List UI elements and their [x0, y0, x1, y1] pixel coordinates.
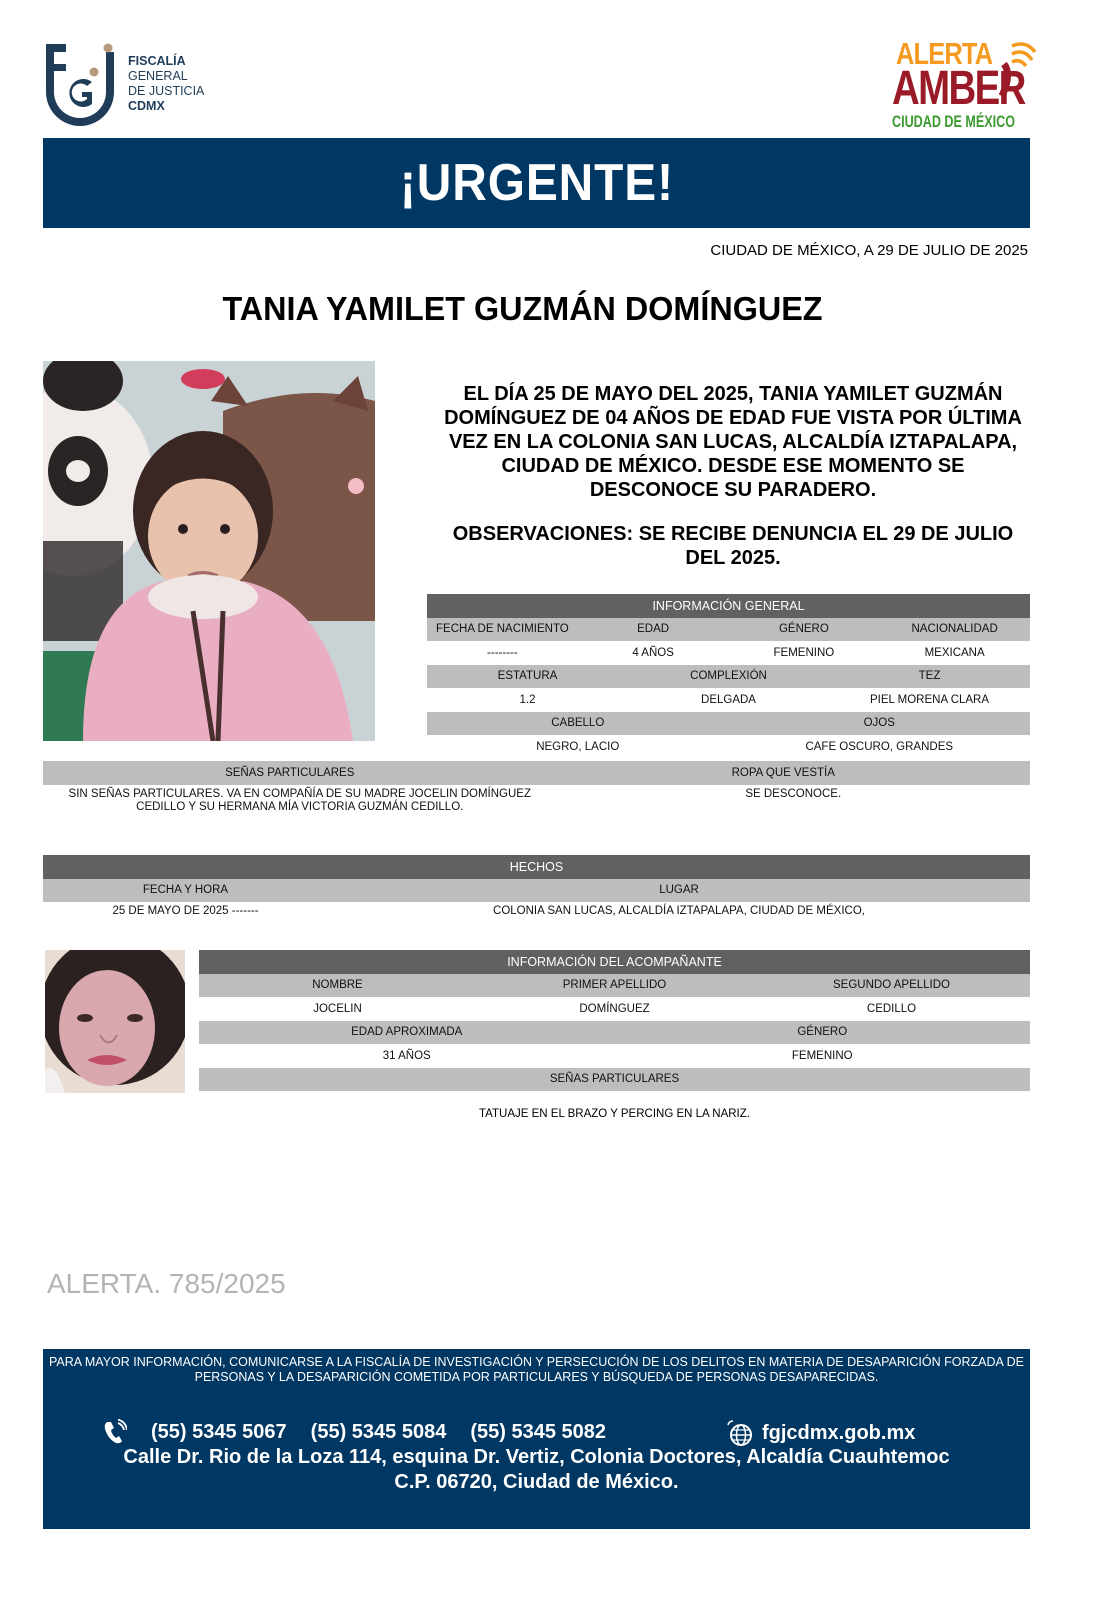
header-companion-gender: GÉNERO: [797, 1026, 848, 1039]
table-row: [43, 785, 1030, 814]
header-place: LUGAR: [659, 884, 699, 897]
table-row: [427, 641, 1030, 665]
urgent-text: ¡URGENTE!: [399, 154, 674, 212]
table-row: [43, 902, 1030, 920]
table-row: [427, 618, 1030, 642]
value-gender: FEMENINO: [773, 646, 835, 659]
table-row: [427, 688, 1030, 712]
table-row: [427, 735, 1030, 759]
amber-amber-text: AMBER: [892, 62, 1025, 115]
value-build: DELGADA: [701, 693, 756, 706]
header-second-surname: SEGUNDO APELLIDO: [833, 979, 950, 992]
case-description: EL DÍA 25 DE MAYO DEL 2025, TANIA YAMILET GUZMÁN DOMÍNGUEZ DE 04 AÑOS DE EDAD FUE VISTA POR ÚLTIMA VEZ EN LA COLONIA SAN LUCAS, ALCALDÍA IZTAPALAPA, CIUDAD DE MÉXICO. DESDE ESE MOMENTO SE DESCONOCE SU PARADERO.: [444, 383, 1022, 501]
header-hair: CABELLO: [551, 717, 605, 730]
header-age: EDAD: [637, 623, 670, 636]
facts-title-text: HECHOS: [509, 859, 564, 874]
header-approx-age: EDAD APROXIMADA: [351, 1026, 463, 1039]
header-gender: GÉNERO: [778, 623, 829, 636]
date-line: CIUDAD DE MÉXICO, A 29 DE JULIO DE 2025: [710, 242, 1028, 259]
header-eyes: OJOS: [863, 717, 895, 730]
value-second-surname: CEDILLO: [866, 1002, 917, 1015]
value-clothing: SE DESCONOCE.: [745, 787, 842, 800]
general-info-title-text: INFORMACIÓN GENERAL: [652, 598, 805, 613]
companion-title-text: INFORMACIÓN DEL ACOMPAÑANTE: [507, 954, 722, 969]
value-place: COLONIA SAN LUCAS, ALCALDÍA IZTAPALAPA, CIUDAD DE MÉXICO,: [493, 905, 865, 917]
value-skin: PIEL MORENA CLARA: [869, 693, 990, 706]
phone-list: [103, 1419, 606, 1445]
fgj-line1: FISCALÍA: [128, 54, 186, 68]
table-row: [427, 665, 1030, 689]
website-link[interactable]: [726, 1419, 915, 1447]
value-companion-gender: FEMENINO: [791, 1049, 853, 1062]
value-marks: SIN SEÑAS PARTICULARES. VA EN COMPAÑÍA DE SU MADRE JOCELIN DOMÍNGUEZ CEDILLO Y SU HERMANA MÍA VICTORIA GUZMÁN CEDILLO.: [68, 787, 531, 813]
facts-table: [43, 855, 1030, 920]
phone-1[interactable]: (55) 5345 5067: [151, 1420, 287, 1443]
header-birthdate: FECHA DE NACIMIENTO: [436, 623, 569, 636]
address: [43, 1445, 1030, 1495]
phone-2[interactable]: (55) 5345 5084: [310, 1420, 447, 1443]
header-companion-marks: SEÑAS PARTICULARES: [549, 1073, 680, 1086]
marks-clothing-table: [43, 761, 1030, 814]
header-nationality: NACIONALIDAD: [911, 623, 998, 636]
value-birthdate: --------: [487, 646, 518, 659]
header-height: ESTATURA: [497, 670, 558, 683]
general-info-title: [427, 594, 1030, 618]
header-skin: TEZ: [918, 670, 941, 683]
table-row: [199, 974, 1030, 998]
table-row: [427, 712, 1030, 736]
urgent-banner: [43, 138, 1030, 228]
table-row: [43, 761, 1030, 785]
header-first-name: NOMBRE: [312, 979, 363, 992]
table-row: [43, 879, 1030, 903]
facts-title: [43, 855, 1030, 879]
value-nationality: MEXICANA: [924, 646, 985, 659]
header-datetime: FECHA Y HORA: [142, 884, 229, 897]
alert-number: ALERTA. 785/2025: [47, 1268, 286, 1299]
amber-alert-logo: [890, 36, 1035, 132]
missing-person-photo: [43, 361, 375, 741]
contact-footer: [43, 1349, 1030, 1529]
person-name-text: TANIA YAMILET GUZMÁN DOMÍNGUEZ: [222, 290, 823, 327]
header-marks: SEÑAS PARTICULARES: [225, 766, 355, 779]
companion-photo: [45, 950, 185, 1093]
fgj-line3: DE JUSTICIA: [128, 84, 205, 98]
header-first-surname: PRIMER APELLIDO: [562, 979, 667, 992]
phone-3[interactable]: (55) 5345 5082: [470, 1420, 607, 1443]
value-age: 4 AÑOS: [632, 646, 674, 659]
table-row: [199, 1021, 1030, 1045]
address-line1: Calle Dr. Rio de la Loza 114, esquina Dr. Vertiz, Colonia Doctores, Alcaldía Cuauhtemoc: [123, 1446, 950, 1468]
companion-title: [199, 950, 1030, 974]
header-clothing: ROPA QUE VESTÍA: [731, 766, 835, 779]
fgj-line2: GENERAL: [128, 69, 188, 83]
value-height: 1.2: [519, 693, 536, 706]
person-name: [11, 290, 1083, 328]
value-eyes: CAFE OSCURO, GRANDES: [805, 740, 954, 753]
header-build: COMPLEXIÓN: [690, 670, 767, 683]
value-first-surname: DOMÍNGUEZ: [579, 1002, 650, 1015]
value-hair: NEGRO, LACIO: [536, 740, 620, 753]
value-first-name: JOCELIN: [313, 1002, 362, 1015]
fgj-emblem-icon: [44, 42, 116, 126]
globe-icon: [726, 1419, 754, 1447]
footer-info-text: PARA MAYOR INFORMACIÓN, COMUNICARSE A LA FISCALÍA DE INVESTIGACIÓN Y PERSECUCIÓN DE LOS DELITOS EN MATERIA DE DESAPARICIÓN FORZADA DE PERSONAS Y LA DESAPARICIÓN COMETIDA POR PARTICULARES Y BÚSQUEDA DE PERSONAS DESAPARECIDAS.: [49, 1355, 1024, 1384]
table-row: [199, 1068, 1030, 1092]
value-approx-age: 31 AÑOS: [382, 1049, 431, 1062]
fgj-logo: [44, 42, 214, 126]
address-line2: C.P. 06720, Ciudad de México.: [394, 1471, 679, 1493]
case-observations: OBSERVACIONES: SE RECIBE DENUNCIA EL 29 DE JULIO DEL 2025.: [452, 523, 1014, 569]
table-row: [199, 1044, 1030, 1068]
fgj-line4: CDMX: [128, 99, 165, 113]
value-datetime: 25 DE MAYO DE 2025 -------: [112, 905, 259, 917]
amber-cdmx-text: CIUDAD DE MÉXICO: [892, 112, 1016, 131]
table-row: [199, 997, 1030, 1021]
companion-table: [199, 950, 1030, 1091]
signal-waves-icon: [998, 40, 1036, 100]
value-companion-marks: TATUAJE EN EL BRAZO Y PERCING EN LA NARIZ.: [479, 1108, 750, 1120]
website-text[interactable]: fgjcdmx.gob.mx: [762, 1421, 916, 1444]
amber-alerta-text: ALERTA: [896, 36, 993, 71]
phone-icon: [103, 1419, 127, 1445]
general-info-table: [427, 594, 1030, 759]
